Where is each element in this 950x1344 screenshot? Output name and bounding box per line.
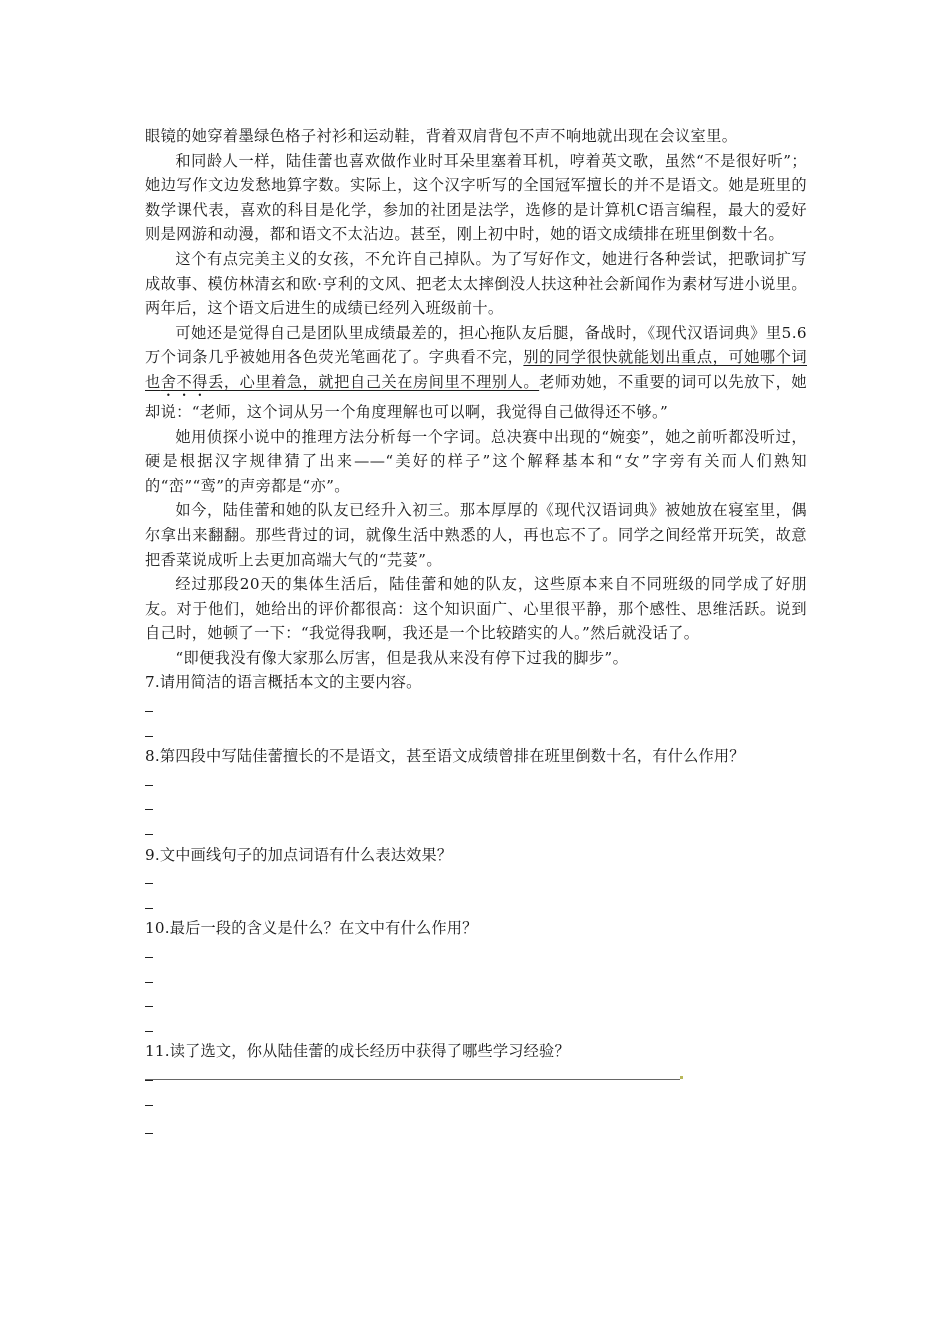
dotted-word: 舍不得	[160, 372, 209, 391]
answer-blank[interactable]	[145, 867, 807, 892]
passage-paragraph-1: 和同龄人一样，陆佳蕾也喜欢做作业时耳朵里塞着耳机，哼着英文歌，虽然“不是很好听”；她边写作文边发愁地算字数。实际上，这个汉字听写的全国冠军擅长的并不是语文。她是班里的数学课代表，喜欢的科目是化学，参加的社团是法学，选修的是计算机C语言编程，最大的爱好则是网游和动漫，都和语文不太沾边。甚至，刚上初中时，她的语文成绩排在班里倒数十名。	[145, 151, 807, 244]
answer-blank[interactable]	[145, 769, 807, 794]
answer-blank[interactable]	[145, 892, 807, 917]
answer-blank[interactable]	[145, 1064, 807, 1089]
question-8: 8.第四段中写陆佳蕾擅长的不是语文，甚至语文成绩曾排在班里倒数十名，有什么作用？	[145, 747, 745, 766]
paragraph-3-text-a: 可她还是觉得自己是团队里成绩最差的，担心拖队友后腿，备战时，《现代汉语词典》里5.6万个词条几乎被她用各色荧光笔画花了。字典看不完，	[145, 323, 807, 367]
passage-paragraph-6: 经过那段20天的集体生活后，陆佳蕾和她的队友，这些原本来自不同班级的同学成了好朋友。对于他们，她给出的评价都很高：这个知识面广、心里很平静，那个感性、思维活跃。说到自己时，她顿了一下：“我觉得我啊，我还是一个比较踏实的人。”然后就没话了。	[145, 575, 807, 643]
passage-paragraph-4: 她用侦探小说中的推理方法分析每一个字词。总决赛中出现的“婉娈”，她之前听都没听过，硬是根据汉字规律猜了出来——“美好的样子”这个解释基本和“女”字旁有关而人们熟知的“峦”“鸾”的声旁都是“亦”。	[145, 427, 807, 495]
question-10: 10.最后一段的含义是什么？在文中有什么作用？	[145, 919, 478, 938]
answer-blank[interactable]	[145, 941, 807, 966]
paragraph-3-text-b: 老师劝她，不重要的词可以先放下，她却说：“老师，这个词从另一个角度理解也可以啊，我觉得自己做得还不够。”	[145, 372, 807, 421]
passage-paragraph-7: “即便我没有像大家那么厉害，但是我从来没有停下过我的脚步”。	[175, 648, 629, 667]
answer-blank[interactable]	[145, 695, 807, 720]
answer-blank[interactable]	[145, 818, 807, 843]
answer-blank[interactable]	[145, 990, 807, 1015]
answer-blank[interactable]	[145, 966, 807, 991]
passage-paragraph-2: 这个有点完美主义的女孩，不允许自己掉队。为了写好作文，她进行各种尝试，把歌词扩写成故事、模仿林清玄和欧·亨利的文风、把老太太摔倒没人扶这种社会新闻作为素材写进小说里。两年后，这个语文后进生的成绩已经列入班级前十。	[145, 249, 807, 318]
question-7: 7.请用简洁的语言概括本文的主要内容。	[145, 673, 422, 692]
answer-blank[interactable]	[145, 1117, 807, 1142]
question-9: 9.文中画线句子的加点词语有什么表达效果？	[145, 845, 453, 864]
passage-paragraph-3	[145, 321, 807, 425]
document-page	[145, 124, 807, 1141]
passage-paragraph-0: 眼镜的她穿着墨绿色格子衬衫和运动鞋，背着双肩背包不声不响地就出现在会议室里。	[145, 127, 738, 145]
passage-paragraph-5: 如今，陆佳蕾和她的队友已经升入初三。那本厚厚的《现代汉语词典》被她放在寝室里，偶尔拿出来翻翻。那些背过的词，就像生活中熟悉的人，再也忘不了。同学之间经常开玩笑，故意把香菜说成听上去更加高端大气的“芫荽”。	[145, 501, 807, 569]
underlined-part-2: 丢，心里着急，就把自己关在房间里不理别人。	[208, 372, 540, 391]
answer-blank[interactable]	[145, 720, 807, 745]
spacer	[145, 1089, 807, 1117]
underlined-part-1: 别的同学很快就能划出重点，可她哪个词也	[145, 348, 807, 391]
answer-line	[145, 1079, 680, 1080]
answer-blank[interactable]	[145, 1015, 807, 1040]
question-11: 11.读了选文，你从陆佳蕾的成长经历中获得了哪些学习经验？	[145, 1042, 570, 1061]
answer-blank[interactable]	[145, 793, 807, 818]
answer-line-end-mark	[680, 1076, 683, 1079]
